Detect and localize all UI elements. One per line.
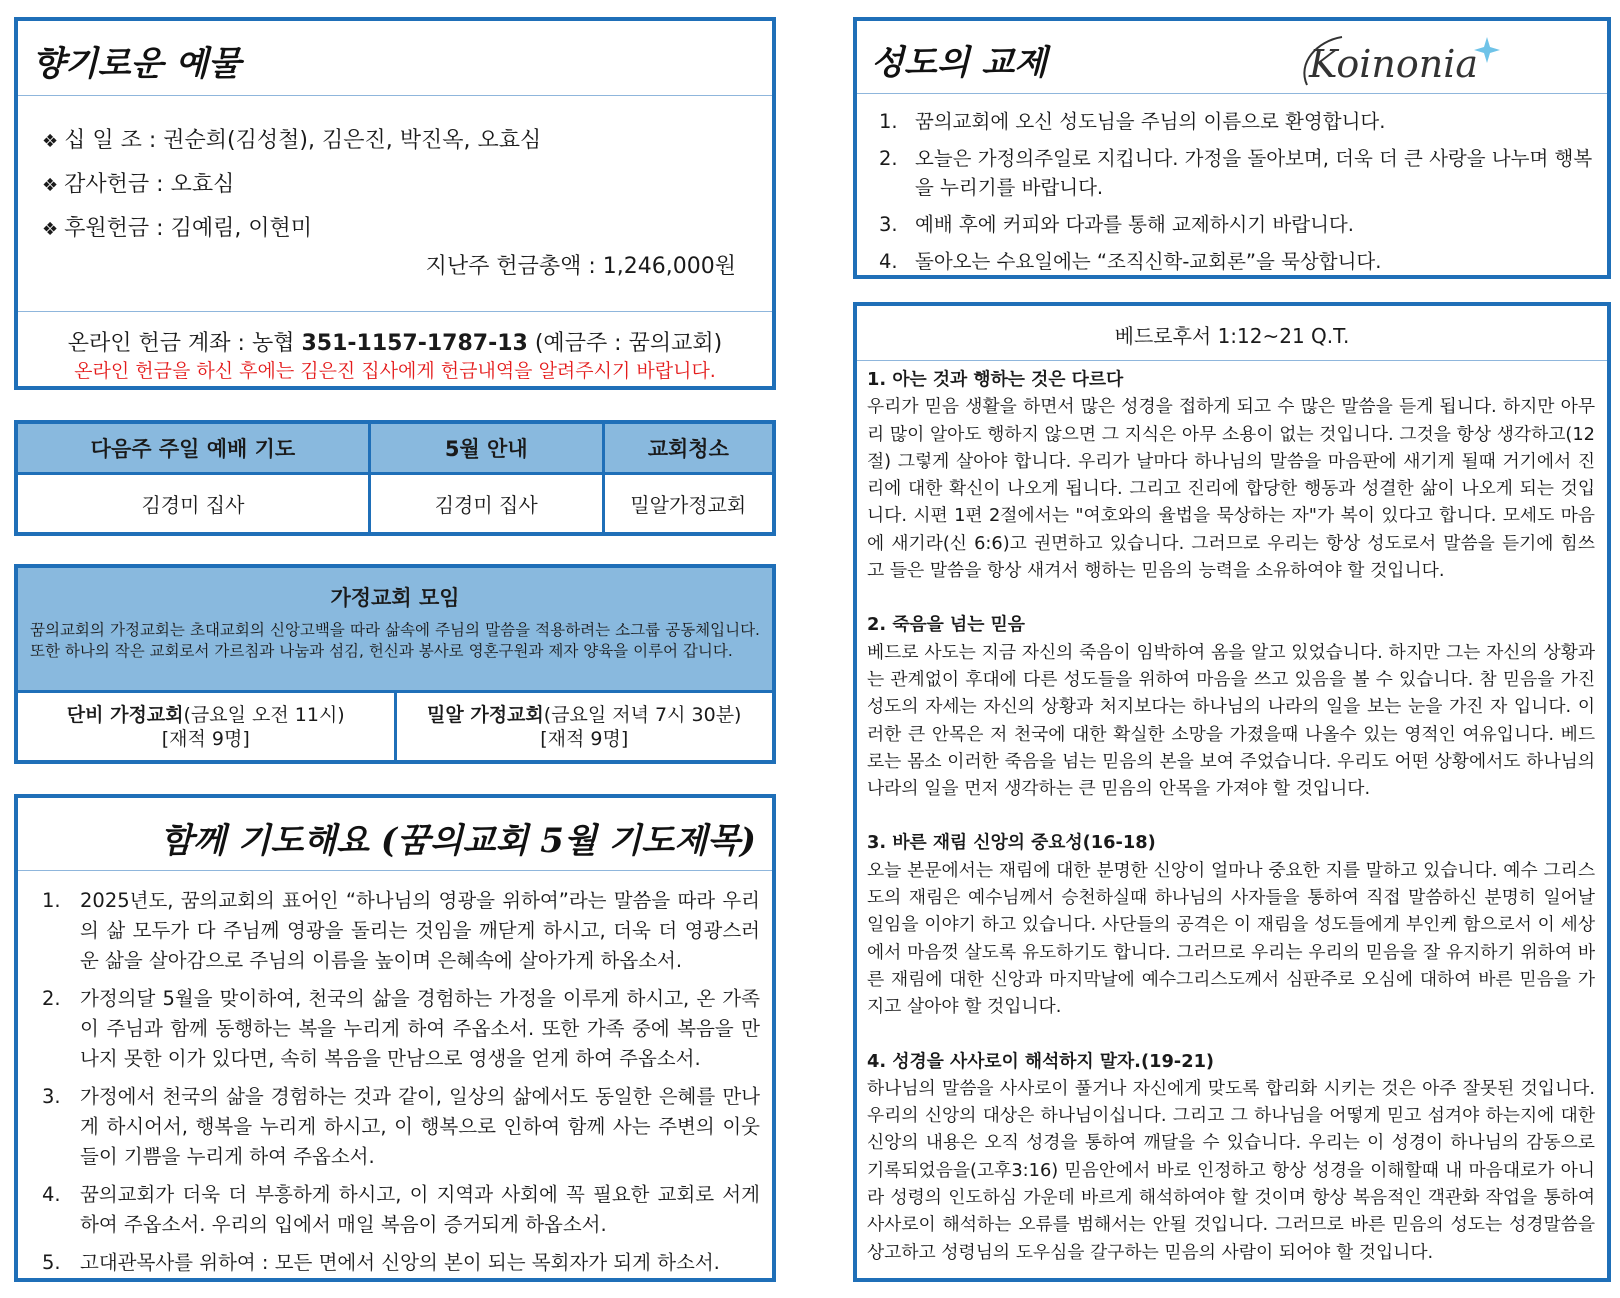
qt-section-text: 하나님의 말씀을 사사로이 풀거나 자신에게 맞도록 합리화 시키는 것은 아주 잘못된 것입니다. 우리의 신앙의 대상은 하나님이십니다. 그리고 그 하나님을 어떻게 믿고 섬겨야 하는지에 대한 신앙의 내용은 오직 성경을 통하여 깨달을 수 있습니다. 우리는 이 성경이 하나님의 감동으로 기록되었음을(고후3:16) 믿음안에서 바로 인정하고 항상 성경을 이해할때 내 마음대로가 아니라 성령의 인도하심 가운데 바르게 해석하여야 할 것이며 항상 복음적인 객관화 작업을 통하여 사사로이 해석하는 오류를 범해서는 안될 것입니다. 그러므로 바른 믿음의 성도는 성경말씀을 상고하고 성령님의 도우심을 갈구하는 믿음의 사람이 되어야 할 것입니다. <box>867 1077 1595 1263</box>
prayer-text: 가정에서 천국의 삶을 경험하는 것과 같이, 일상의 삶에서도 동일한 은혜를 만나게 하시어서, 행복을 누리게 하시고, 이 행복으로 인하여 함께 사는 주변의 이웃들이 기쁨을 누리게 하여 주옵소서. <box>80 1085 760 1168</box>
qt-title: 베드로후서 1:12~21 Q.T. <box>1114 324 1350 348</box>
list-item <box>879 210 1593 239</box>
fellowship-panel <box>853 17 1611 279</box>
diamond-bullet-icon: ❖ <box>42 131 59 152</box>
list-item <box>42 1180 760 1240</box>
house-group-members: [재적 9명] <box>540 728 629 750</box>
divider <box>857 360 1607 361</box>
duty-value: 김경미 집사 <box>369 473 603 532</box>
house-group-time: (금요일 저녁 7시 30분) <box>543 704 742 726</box>
list-number: 1. <box>42 889 61 912</box>
house-group <box>397 693 773 760</box>
duty-value: 밀알가정교회 <box>630 492 747 517</box>
list-item <box>879 144 1593 202</box>
list-item <box>42 984 760 1074</box>
diamond-bullet-icon: ❖ <box>42 175 59 196</box>
prayer-title: 함께 기도해요 (꿈의교회 5월 기도제목) <box>160 821 756 861</box>
list-item <box>42 1248 760 1278</box>
fellowship-list <box>879 107 1593 284</box>
account-prefix: 온라인 헌금 계좌 : 농협 <box>67 331 302 356</box>
duty-table <box>14 420 776 536</box>
online-account <box>18 326 772 357</box>
prayer-panel <box>14 794 776 1282</box>
list-item <box>879 107 1593 136</box>
house-church-intro <box>18 568 772 693</box>
house-group-time: (금요일 오전 11시) <box>183 704 345 726</box>
fellowship-text: 꿈의교회에 오신 성도님을 주님의 이름으로 환영합니다. <box>915 110 1386 133</box>
qt-section-text: 오늘 본문에서는 재림에 대한 분명한 신앙이 얼마나 중요한 지를 말하고 있습니다. 예수 그리스도의 재림은 예수님께서 승천하실때 하나님의 사자들을 통하여 직접 말씀하신 분명히 일어날 일임을 이야기 하고 있습니다. 사단들의 공격은 이 재림을 성도들에게 부인케 함으로서 이 세상에서 마음껏 살도록 유도하기도 합니다. 그러므로 우리는 우리의 믿음을 잘 유지하기 위하여 바른 재림에 대한 신앙과 마지막날에 예수그리스도께서 심판주로 오심에 대하여 바른 믿음을 가지고 살아야 할 것입니다. <box>867 859 1595 1018</box>
qt-section-heading: 4. 성경을 사사로이 해석하지 말자.(19-21) <box>867 1050 1215 1072</box>
duty-header: 5월 안내 <box>369 424 603 473</box>
list-item <box>879 247 1593 276</box>
offering-item-label: 감사헌금 <box>64 172 150 197</box>
list-number: 3. <box>879 213 898 236</box>
offering-item-names: 김예림, 이현미 <box>170 216 313 241</box>
house-group-members: [재적 9명] <box>161 728 250 750</box>
fellowship-title: 성도의 교제 <box>871 43 1048 83</box>
duty-value: 김경미 집사 <box>18 473 369 532</box>
qt-section-heading: 3. 바른 재림 신앙의 중요성(16-18) <box>867 832 1156 854</box>
offering-item-names: 오효심 <box>170 172 235 197</box>
fellowship-text: 오늘은 가정의주일로 지킵니다. 가정을 돌아보며, 더욱 더 큰 사랑을 나누며 행복을 누리기를 바랍니다. <box>915 147 1593 199</box>
qt-section <box>867 829 1595 1020</box>
fellowship-text: 돌아오는 수요일에는 “조직신학-교회론”을 묵상합니다. <box>915 250 1382 273</box>
house-church-groups <box>18 693 772 760</box>
house-group-name: 밀알 가정교회 <box>427 704 544 726</box>
offering-total: 지난주 헌금총액 : 1,246,000원 <box>425 254 736 279</box>
fellowship-text: 예배 후에 커피와 다과를 통해 교제하시기 바랍니다. <box>915 213 1354 236</box>
list-number: 1. <box>879 110 898 133</box>
qt-section-heading: 1. 아는 것과 행하는 것은 다르다 <box>867 369 1124 390</box>
list-number: 2. <box>42 987 61 1010</box>
list-number: 4. <box>42 1183 61 1206</box>
offering-panel <box>14 17 776 390</box>
qt-body <box>867 366 1595 1293</box>
offering-title: 향기로운 예물 <box>32 44 241 84</box>
prayer-list <box>42 886 760 1286</box>
house-group <box>18 693 397 760</box>
offering-item <box>42 119 541 163</box>
account-number: 351-1157-1787-13 <box>301 331 528 356</box>
house-church-panel <box>14 564 776 764</box>
qt-section-text: 우리가 믿음 생활을 하면서 많은 성경을 접하게 되고 수 많은 말씀을 듣게 됩니다. 하지만 아무리 많이 알아도 행하지 않으면 그 지식은 아무 소용이 없는 것입니다. 그것을 항상 생각하고(12절) 그렇게 살아야 합니다. 우리가 날마다 하나님의 말씀을 마음판에 새기게 될때 거기에서 진리에 대한 확신이 나오게 됩니다. 그리고 진리에 합당한 행동과 성결한 삶이 나오게 되는 것입니다. 시편 1편 2절에서는 "여호와의 율법을 묵상하는 자"가 복이 있다고 합니다. 모세도 마음에 새기라(신 6:6)고 권면하고 있습니다. 그러므로 우리는 항상 성도로서 말씀을 듣기에 힘쓰고 들은 말씀을 항상 새겨서 행하는 믿음의 능력을 소유하여야 할 것입니다. <box>867 396 1595 582</box>
qt-section <box>867 366 1595 584</box>
house-church-description: 꿈의교회의 가정교회는 초대교회의 신앙고백을 따라 삶속에 주님의 말씀을 적용하려는 소그룹 공동체입니다. 또한 하나의 작은 교회로서 가르침과 나눔과 섬김, 헌신과 봉사로 영혼구원과 제자 양육을 이루어 갑니다. <box>30 621 760 660</box>
offering-notice: 온라인 헌금을 하신 후에는 김은진 집사에게 헌금내역을 알려주시기 바랍니다. <box>74 360 716 382</box>
duty-header: 교회청소 <box>603 424 772 473</box>
qt-section-heading: 2. 죽음을 넘는 믿음 <box>867 614 1025 636</box>
offering-item-separator: : <box>149 216 171 241</box>
offering-item-label: 후원헌금 <box>64 216 150 241</box>
offering-item <box>42 207 541 251</box>
diamond-bullet-icon: ❖ <box>42 219 59 240</box>
house-church-title: 가정교회 모임 <box>330 586 460 610</box>
logo-text: Koinonia <box>1309 42 1479 86</box>
list-number: 2. <box>879 147 898 170</box>
account-holder: (예금주 : 꿈의교회) <box>527 331 723 356</box>
divider <box>18 95 772 96</box>
prayer-text: 2025년도, 꿈의교회의 표어인 “하나님의 영광을 위하여”라는 말씀을 따라 우리의 삶 모두가 다 주님께 영광을 돌리는 것임을 깨닫게 하시고, 더욱 더 영광스러운 삶을 살아감으로 주님의 이름을 높이며 은혜속에 살아가게 하옵소서. <box>80 889 760 972</box>
list-item <box>42 886 760 976</box>
prayer-text: 고대관목사를 위하여 : 모든 면에서 신앙의 본이 되는 목회자가 되게 하소서. <box>80 1251 720 1274</box>
house-group-name: 단비 가정교회 <box>66 704 184 726</box>
list-number: 3. <box>42 1085 61 1108</box>
offering-item-separator: : <box>141 128 164 153</box>
koinonia-logo <box>1287 23 1507 97</box>
qt-section <box>867 1048 1595 1266</box>
divider <box>857 93 1607 94</box>
list-number: 5. <box>42 1251 61 1274</box>
offering-item-label: 십 일 조 <box>64 128 142 153</box>
divider <box>18 870 772 871</box>
offering-item <box>42 163 541 207</box>
prayer-text: 꿈의교회가 더욱 더 부흥하게 하시고, 이 지역과 사회에 꼭 필요한 교회로 서게 하여 주옵소서. 우리의 입에서 매일 복음이 증거되게 하옵소서. <box>80 1183 760 1236</box>
offering-item-separator: : <box>149 172 171 197</box>
qt-section <box>867 611 1595 802</box>
offering-item-names: 권순희(김성철), 김은진, 박진옥, 오효심 <box>163 128 542 153</box>
offering-list <box>42 119 541 251</box>
qt-section-text: 베드로 사도는 지금 자신의 죽음이 임박하여 옴을 알고 있었습니다. 하지만 그는 자신의 상황과는 관계없이 후대에 다른 성도들을 위하여 마음을 쓰고 있음을 볼 수 있습니다. 참 믿음을 가진 성도의 자세는 자신의 상황과 처지보다는 하나님의 나라의 일을 보는 눈을 가진 자 입니다. 이러한 큰 안목은 저 천국에 대한 확실한 소망을 가졌을때 나올수 있는 영적인 여유입니다. 베드로는 몸소 이러한 죽음을 넘는 믿음의 본을 보여 주었습니다. 우리도 어떤 상황에서도 하나님의 나라의 일을 먼저 생각하는 큰 믿음의 안목을 가져야 할 것입니다. <box>867 641 1595 800</box>
duty-header: 다음주 주일 예배 기도 <box>18 424 369 473</box>
divider <box>18 311 772 312</box>
list-item <box>42 1082 760 1172</box>
qt-panel <box>853 302 1611 1282</box>
list-number: 4. <box>879 250 898 273</box>
prayer-text: 가정의달 5월을 맞이하여, 천국의 삶을 경험하는 가정을 이루게 하시고, 온 가족이 주님과 함께 동행하는 복을 누리게 하여 주옵소서. 또한 가족 중에 복음을 만나지 못한 이가 있다면, 속히 복음을 만남으로 영생을 얻게 하여 주옵소서. <box>80 987 760 1070</box>
